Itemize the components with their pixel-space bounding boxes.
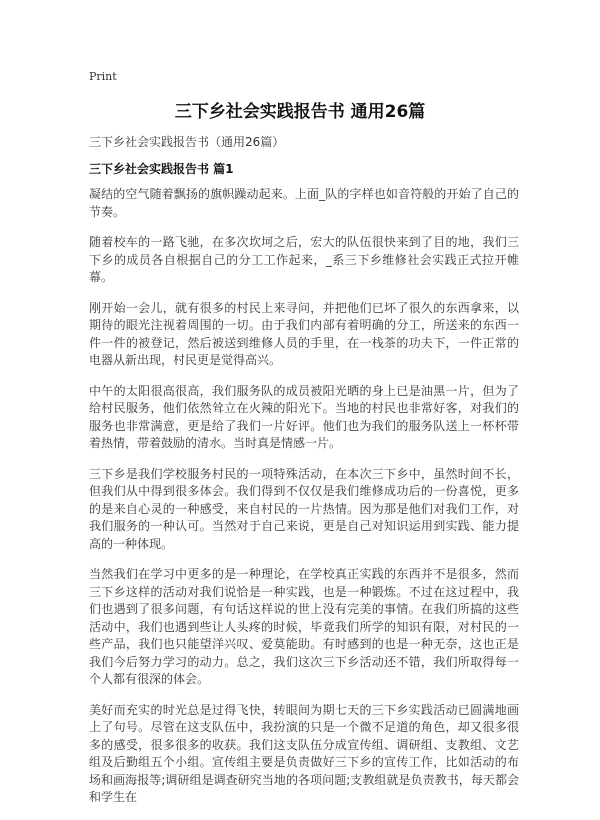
paragraph-4: 中午的太阳很高很高，我们服务队的成员被阳光晒的身上已是油黑一片，但为了给村民服务，他们依然耸立在火辣的阳光下。当地的村民也非常好客，对我们的服务也非常满意，更是给了我们一片好评。他们也为我们的服务队送上一杯杯带着热情，带着鼓励的清水。当时真是情感一片。	[89, 383, 519, 450]
document-subtitle: 三下乡社会实践报告书（通用26篇）	[89, 135, 285, 149]
paragraph-7: 美好而充实的时光总是过得飞快，转眼间为期七天的三下乡实践活动已圆满地画上了句号。尽管在这支队伍中，我扮演的只是一个微不足道的角色，却又很多很多的感受，很多很多的收获。我们这支队伍分成宣传组、调研组、支教组、文艺组及后勤组五个小组。宣传组主要是负责做好三下乡的宣传工作，比如活动的布场和画海报等;调研组是调查研究当地的各项问题;支教组就是负责教书，每天都会和学生在	[89, 702, 519, 804]
page-title: 三下乡社会实践报告书 通用26篇	[174, 102, 426, 122]
document-body	[89, 186, 519, 820]
print-label[interactable]: Print	[89, 70, 117, 83]
paragraph-3: 刚开始一会儿，就有很多的村民上来寻问，并把他们已坏了很久的东西拿来，以期待的眼光注视着周围的一切。由于我们内部有着明确的分工，所送来的东西一件一件的被登记，然后被送到维修人员的手里，在一栈茶的功夫下，一件正常的电器从新出现，村民更是觉得高兴。	[89, 300, 519, 367]
paragraph-5: 三下乡是我们学校服务村民的一项特殊活动，在本次三下乡中，虽然时间不长，但我们从中得到很多体会。我们得到不仅仅是我们维修成功后的一份喜悦，更多的是来自心灵的一种感受，来自村民的一片热情。因为那是他们对我们工作，对我们服务的一种认可。当然对于自己来说，更是自己对知识运用到实践、能力提高的一种体现。	[89, 466, 519, 551]
paragraph-2: 随着校车的一路飞驰，在多次坎坷之后，宏大的队伍很快来到了目的地，我们三下乡的成员各自根据自己的分工工作起来，_系三下乡维修社会实践正式拉开帷幕。	[89, 235, 519, 284]
paragraph-6: 当然我们在学习中更多的是一种理论，在学校真正实践的东西并不是很多，然而三下乡这样的活动对我们说恰是一种实践，也是一种锻炼。不过在这过程中，我们也遇到了很多问题，有句话这样说的世上没有完美的事情。在我们所搞的这些活动中，我们也遇到些让人头疼的时候，毕竟我们所学的知识有限，对村民的一些产品，我们也只能望洋兴叹、爱莫能助。有时感到的也是一种无奈，这也正是我们今后努力学习的动力。总之，我们这次三下乡活动还不错，我们所取得每一个人都有很深的体会。	[89, 567, 519, 686]
section-heading: 三下乡社会实践报告书 篇1	[89, 162, 234, 176]
paragraph-1: 凝结的空气随着飘扬的旗帜躁动起来。上面_队的字样也如音符般的开始了自己的节奏。	[89, 187, 519, 219]
